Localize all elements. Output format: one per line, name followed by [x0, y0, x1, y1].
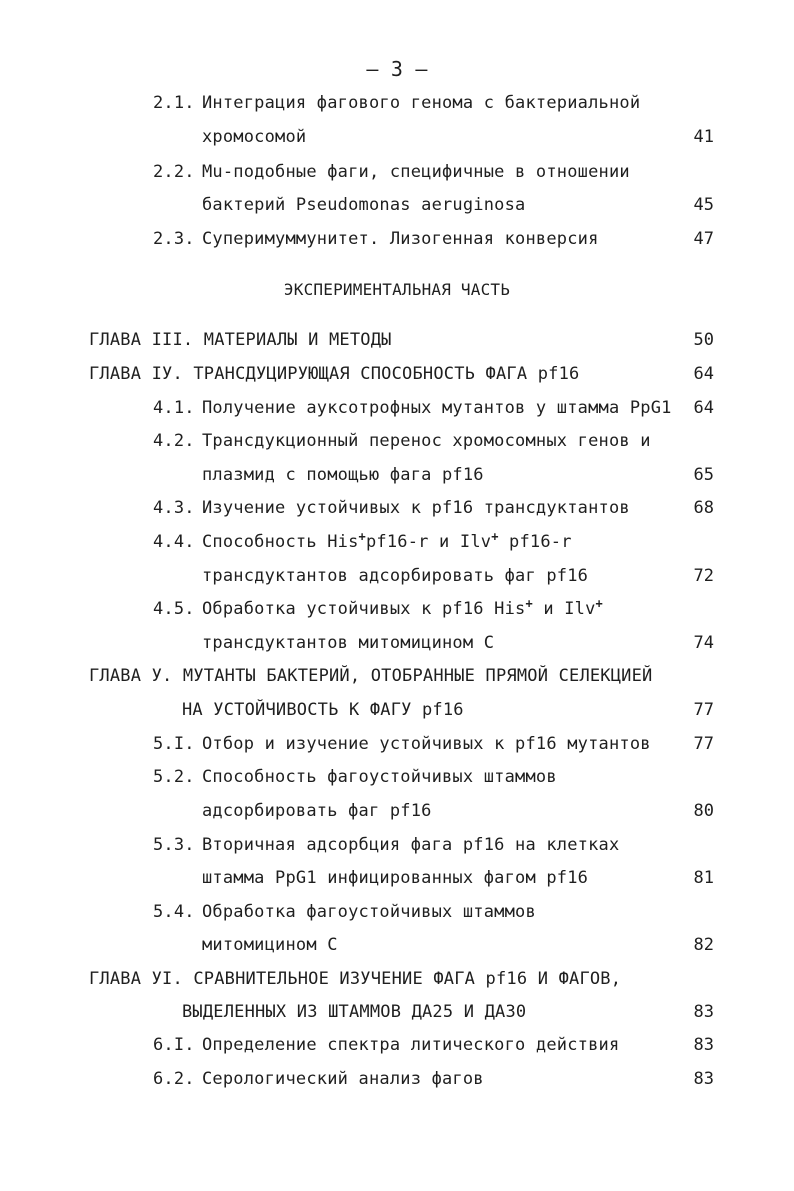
- toc-entry-5-4-title-cont: митомицином С: [202, 935, 338, 955]
- toc-entry-2-2-page: 45: [693, 195, 714, 215]
- toc-entry-4-5-page: 74: [693, 633, 714, 653]
- toc-chapter-4-page: 64: [693, 364, 714, 384]
- toc-chapter-5-title-cont: НА УСТОЙЧИВОСТЬ К ФАГУ pf16: [182, 700, 464, 720]
- toc-entry-6-1-title: Определение спектра литического действия: [202, 1035, 620, 1055]
- toc-entry-2-1-page: 41: [693, 127, 714, 147]
- toc-chapter-5-page: 77: [693, 700, 714, 720]
- toc-entry-5-2-title: Способность фагоустойчивых штаммов: [202, 767, 557, 787]
- toc-entry-5-4-number: 5.4.: [153, 902, 195, 922]
- toc-entry-5-3-number: 5.3.: [153, 835, 195, 855]
- toc-entry-4-1-number: 4.1.: [153, 398, 195, 418]
- toc-entry-4-4-title: Способность His+pf16-r и Ilv+ pf16-r: [202, 529, 572, 552]
- toc-chapter-4-title: ГЛАВА IУ. ТРАНСДУЦИРУЮЩАЯ СПОСОБНОСТЬ ФАГА pf16: [89, 364, 580, 384]
- toc-entry-2-1-number: 2.1.: [153, 93, 195, 113]
- toc-entry-4-1-title: Получение ауксотрофных мутантов у штамма PpG1: [202, 398, 672, 418]
- toc-entry-2-3-page: 47: [693, 229, 714, 249]
- toc-entry-5-4-page: 82: [693, 935, 714, 955]
- toc-entry-5-3-title: Вторичная адсорбция фага pf16 на клетках: [202, 835, 620, 855]
- toc-entry-5-1-title: Отбор и изучение устойчивых к pf16 мутантов: [202, 734, 651, 754]
- section-title: ЭКСПЕРИМЕНТАЛЬНАЯ ЧАСТЬ: [283, 280, 511, 299]
- toc-entry-5-4-title: Обработка фагоустойчивых штаммов: [202, 902, 536, 922]
- toc-chapter-6-page: 83: [693, 1002, 714, 1022]
- toc-entry-5-1-number: 5.I.: [153, 734, 195, 754]
- toc-entry-4-3-title: Изучение устойчивых к pf16 трансдуктантов: [202, 498, 630, 518]
- toc-entry-4-4-page: 72: [693, 566, 714, 586]
- toc-entry-5-1-page: 77: [693, 734, 714, 754]
- toc-entry-2-1-title: Интеграция фагового генома с бактериальной: [202, 93, 641, 113]
- toc-entry-2-2-title-cont: бактерий Pseudomonas aeruginosa: [202, 195, 526, 215]
- toc-chapter-3-page: 50: [693, 330, 714, 350]
- toc-entry-4-5-title: Обработка устойчивых к pf16 His+ и Ilv+: [202, 596, 603, 619]
- toc-chapter-5-title: ГЛАВА У. МУТАНТЫ БАКТЕРИЙ, ОТОБРАННЫЕ ПРЯМОЙ СЕЛЕКЦИЕЙ: [89, 666, 653, 686]
- toc-entry-4-2-page: 65: [693, 465, 714, 485]
- toc-entry-4-5-title-cont: трансдуктантов митомицином С: [202, 633, 495, 653]
- toc-entry-6-2-page: 83: [693, 1069, 714, 1089]
- page-number: – 3 –: [366, 57, 428, 81]
- toc-entry-2-1-title-cont: хромосомой: [202, 127, 307, 147]
- toc-entry-2-3-title: Суперимуммунитет. Лизогенная конверсия: [202, 229, 599, 249]
- toc-entry-5-2-number: 5.2.: [153, 767, 195, 787]
- toc-chapter-6-title: ГЛАВА УI. СРАВНИТЕЛЬНОЕ ИЗУЧЕНИЕ ФАГА pf16 И ФАГОВ,: [89, 969, 622, 989]
- toc-entry-6-1-number: 6.I.: [153, 1035, 195, 1055]
- toc-entry-4-3-page: 68: [693, 498, 714, 518]
- toc-entry-6-2-number: 6.2.: [153, 1069, 195, 1089]
- toc-entry-4-3-number: 4.3.: [153, 498, 195, 518]
- toc-entry-2-2-number: 2.2.: [153, 162, 195, 182]
- toc-entry-4-2-number: 4.2.: [153, 431, 195, 451]
- toc-entry-5-2-page: 80: [693, 801, 714, 821]
- toc-chapter-3-title: ГЛАВА III. МАТЕРИАЛЫ И МЕТОДЫ: [89, 330, 392, 350]
- toc-entry-4-1-page: 64: [693, 398, 714, 418]
- toc-entry-5-3-title-cont: штамма PpG1 инфицированных фагом pf16: [202, 868, 589, 888]
- toc-entry-2-2-title: Mu-подобные фаги, специфичные в отношении: [202, 162, 630, 182]
- toc-entry-6-1-page: 83: [693, 1035, 714, 1055]
- toc-entry-4-5-number: 4.5.: [153, 599, 195, 619]
- toc-entry-4-4-number: 4.4.: [153, 532, 195, 552]
- toc-entry-5-2-title-cont: адсорбировать фаг pf16: [202, 801, 432, 821]
- toc-chapter-6-title-cont: ВЫДЕЛЕННЫХ ИЗ ШТАММОВ ДА25 И ДА30: [182, 1002, 527, 1022]
- toc-entry-4-4-title-cont: трансдуктантов адсорбировать фаг pf16: [202, 566, 589, 586]
- toc-entry-6-2-title: Серологический анализ фагов: [202, 1069, 484, 1089]
- toc-entry-4-2-title-cont: плазмид с помощью фага pf16: [202, 465, 484, 485]
- toc-entry-2-3-number: 2.3.: [153, 229, 195, 249]
- toc-entry-4-2-title: Трансдукционный перенос хромосомных генов и: [202, 431, 651, 451]
- toc-entry-5-3-page: 81: [693, 868, 714, 888]
